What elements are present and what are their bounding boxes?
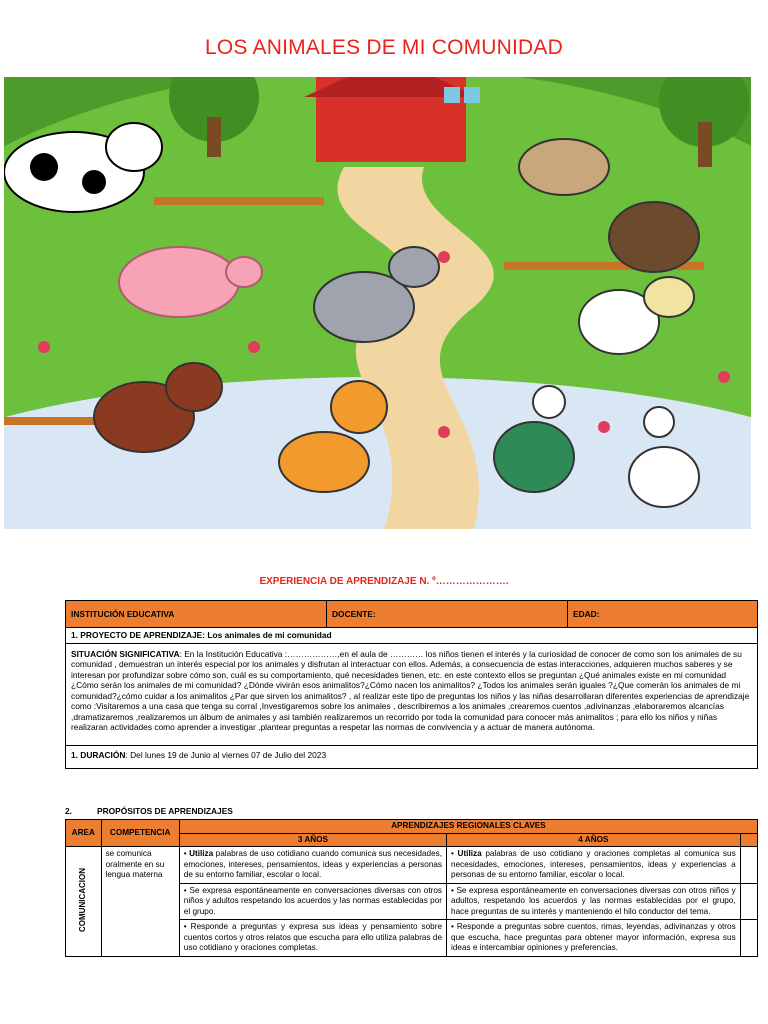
project-line: 1. PROYECTO DE APRENDIZAJE: Los animales de mi comunidad xyxy=(66,628,758,644)
row2-3-text: Se expresa espontáneamente en conversaciones diversas con otros niños y adultos respetando los acuerdos y las normas establecidas por el grupo. xyxy=(183,885,443,916)
row2-3-anos: • Se expresa espontáneamente en conversaciones diversas con otros niños y adultos respetando los acuerdos y las normas establecidas por el grupo. xyxy=(179,883,446,920)
row1-4-anos: • Utiliza palabras de uso cotidiano y oraciones completas al comunica sus necesidades, emociones, intereses, pensamientos, ideas y experiencias a personas de su entorno familiar, escolar o local. xyxy=(447,847,741,884)
row1-3-text: palabras de uso cotidiano cuando comunica sus necesidades, emociones, intereses, pensamientos, ideas y experiencias a personas de su entorno familiar, escolar o local. xyxy=(183,849,443,879)
row2-extra xyxy=(740,883,757,920)
col-4-anos: 4 AÑOS xyxy=(447,833,741,847)
duration-cell xyxy=(66,745,758,769)
row3-3-text: Responde a preguntas y expresa sus ideas y pensamiento sobre cuentos cortos y otros relatos que escucha para ello utiliza palabras de uso cotidiano y oraciones completas. xyxy=(183,922,443,952)
situation-label: SITUACIÓN SIGNIFICATIVA xyxy=(71,648,180,659)
duration-label: 1. DURACIÓN xyxy=(71,749,126,760)
row2-4-text: Se expresa espontáneamente en conversaciones diversas con otros niños y adultos, respetando los acuerdos y las normas establecidas por el grupo, hace preguntas de su interés y manteniendo el hilo conductor del tema. xyxy=(451,885,736,916)
page-title: LOS ANIMALES DE MI COMUNIDAD xyxy=(205,36,563,59)
farm-animals-illustration xyxy=(4,77,751,529)
situation-cell xyxy=(66,643,758,745)
row3-3-anos: • Responde a preguntas y expresa sus ideas y pensamiento sobre cuentos cortos y otros relatos que escucha para ello utiliza palabras de uso cotidiano y oraciones completas. xyxy=(179,920,446,957)
row3-4-anos: • Responde a preguntas sobre cuentos, rimas, leyendas, adivinanzas y otros que escucha, hace preguntas para obtener mayor información, expresa sus ideas e intercambiar opiniones y preferencias. xyxy=(447,920,741,957)
purposes-table xyxy=(65,819,758,957)
teacher-label: DOCENTE: xyxy=(327,601,568,628)
section-title: PROPÓSITOS DE APRENDIZAJES xyxy=(97,806,233,816)
row1-3-anos: • Utiliza palabras de uso cotidiano cuando comunica sus necesidades, emociones, intereses, pensamientos, ideas y experiencias a personas de su entorno familiar, escolar o local. xyxy=(179,847,446,884)
institution-label: INSTITUCIÓN EDUCATIVA xyxy=(66,601,327,628)
col-regional: APRENDIZAJES REGIONALES CLAVES xyxy=(179,820,757,834)
col-extra xyxy=(740,833,757,847)
row1-4-text: palabras de uso cotidiano y oraciones completas al comunica sus necesidades, emociones, intereses, pensamientos, ideas y experiencias a personas de su entorno familiar, escolar o local. xyxy=(451,849,736,879)
col-3-anos: 3 AÑOS xyxy=(179,833,446,847)
row1-3-bold: Utiliza xyxy=(189,849,214,858)
row3-extra xyxy=(740,920,757,957)
age-label: EDAD: xyxy=(568,601,758,628)
area-cell xyxy=(66,847,102,957)
area-label: COMUNICACION xyxy=(78,867,88,932)
duration-text: : Del lunes 19 de Junio al viernes 07 de Julio del 2023 xyxy=(125,749,327,760)
row3-4-text: Responde a preguntas sobre cuentos, rimas, leyendas, adivinanzas y otros que escucha, hace preguntas para obtener mayor información, expresa sus ideas e intercambiar opiniones y preferencias. xyxy=(451,922,736,952)
section-2-heading xyxy=(65,806,233,816)
col-area: AREA xyxy=(66,820,102,847)
competencia-cell xyxy=(101,847,179,957)
situation-text: : En la Institución Educativa :………………,en el aula de ………… los niños tienen el interés y la curiosidad de conocer de como son los animales de su comunidad , demuestran un interés especial por los animales y disfrutan al interactuar con ellos. Además, a consecuencia de estas interacciones, adquieren muchos saberes y se interesan por profundizar sobre cómo son, cuál es su comportamiento, qué necesidades tienen, etc. en este contexto ellos se preguntan ¿Qué animales existe en mi comunidad ¿Cómo serán los animales de mi comunidad? ¿Dónde vivirán esos animalitos?¿Cómo nacen los animalitos? ¿Todos los animales serán iguales ?¿Que comerán los animales de mi comunidad?¿cómo cuidar a los animalitos ¿Par que sirven los animalitos? , al realizar este tipo de preguntas los niños y las niñas desarrollaran diferentes experiencias de aprendizaje como :Visitaremos a una casa que tenga su corral ,Investigaremos sobre los animales , describiremos a los animales ,crearemos cuentos ,adivinanzas ,elaboraremos alcancías ,dramatizaremos ,realizaremos un álbum de animales y asi también realizaremos un recorrido por toda la comunidad para conocer más animalitos ; para ello los niños y niñas realizaran actividades como aprender a investigar ,plantear preguntas a respetar las normas de convivencia y a actuar de manera autónoma. xyxy=(71,648,750,732)
row1-extra xyxy=(740,847,757,884)
competencia-text: se comunica oralmente en su lengua materna xyxy=(105,849,165,879)
col-competencia: COMPETENCIA xyxy=(101,820,179,847)
row2-4-anos: • Se expresa espontáneamente en conversaciones diversas con otros niños y adultos, respetando los acuerdos y las normas establecidas por el grupo, hace preguntas de su interés y manteniendo el hilo conductor del tema. xyxy=(447,883,741,920)
info-table xyxy=(65,600,758,769)
experience-title: EXPERIENCIA DE APRENDIZAJE N. º…………………. xyxy=(259,576,509,587)
section-number: 2. xyxy=(65,806,72,816)
row1-4-bold: Utiliza xyxy=(457,849,482,858)
